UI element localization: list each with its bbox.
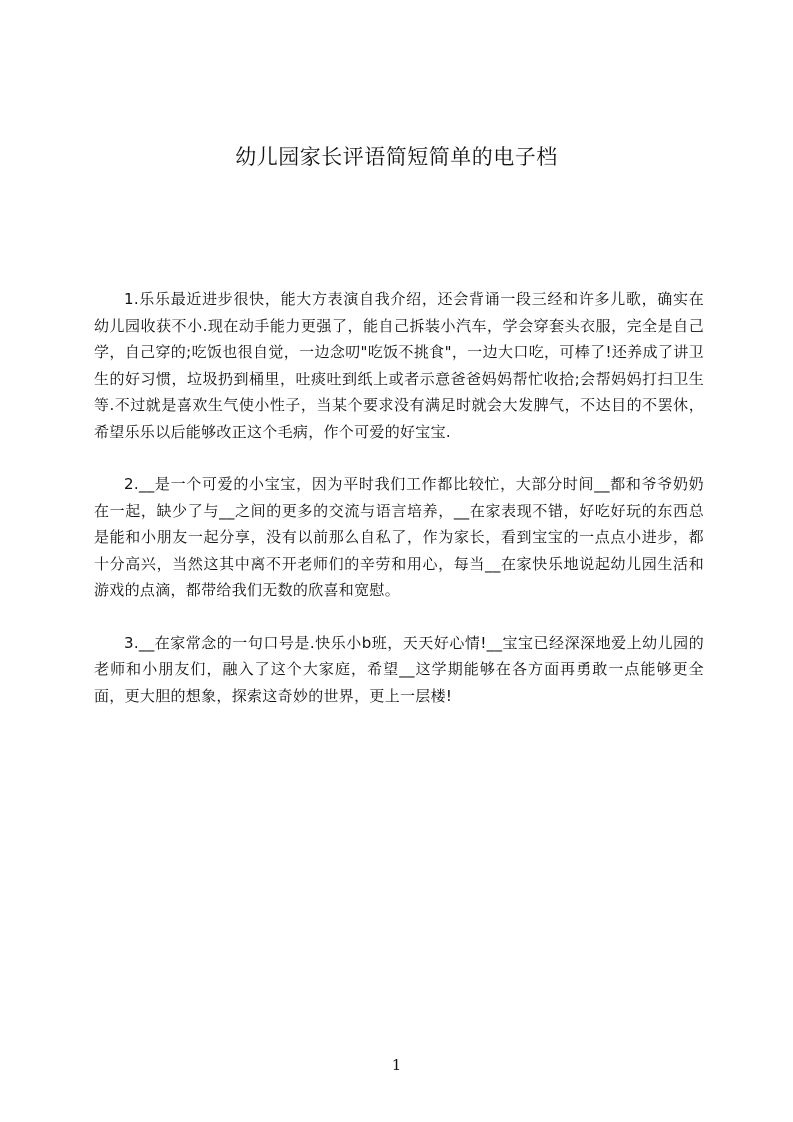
page-number: 1 <box>391 1056 402 1074</box>
paragraph-2: 2.__是一个可爱的小宝宝，因为平时我们工作都比较忙，大部分时间__都和爷爷奶奶在一起，缺少了与__之间的更多的交流与语言培养，__在家表现不错，好吃好玩的东西总是能和小朋友一起分享，没有以前那么自私了，作为家长，看到宝宝的一点点小进步，都十分高兴，当然这其中离不开老师们的辛劳和用心，每当__在家快乐地说起幼儿园生活和游戏的点滴，都带给我们无数的欣喜和宽慰。 <box>94 475 704 599</box>
document-body <box>94 286 704 735</box>
document-title: 幼儿园家长评语简短简单的电子档 <box>235 145 558 169</box>
paragraph-3: 3.__在家常念的一句口号是.快乐小b班，天天好心情!__宝宝已经深深地爱上幼儿园的老师和小朋友们，融入了这个大家庭，希望__这学期能够在各方面再勇敢一点能够更全面，更大胆的想象，探索这奇妙的世界，更上一层楼! <box>94 633 704 705</box>
paragraph-1: 1.乐乐最近进步很快，能大方表演自我介绍，还会背诵一段三经和许多儿歌，确实在幼儿园收获不小.现在动手能力更强了，能自己拆装小汽车，学会穿套头衣服，完全是自己学，自己穿的;吃饭也很自觉，一边念叨"吃饭不挑食"，一边大口吃，可棒了!还养成了讲卫生的好习惯，垃圾扔到桶里，吐痰吐到纸上或者示意爸爸妈妈帮忙收拾;会帮妈妈打扫卫生等.不过就是喜欢生气使小性子，当某个要求没有满足时就会大发脾气，不达目的不罢休，希望乐乐以后能够改正这个毛病，作个可爱的好宝宝. <box>94 290 704 441</box>
